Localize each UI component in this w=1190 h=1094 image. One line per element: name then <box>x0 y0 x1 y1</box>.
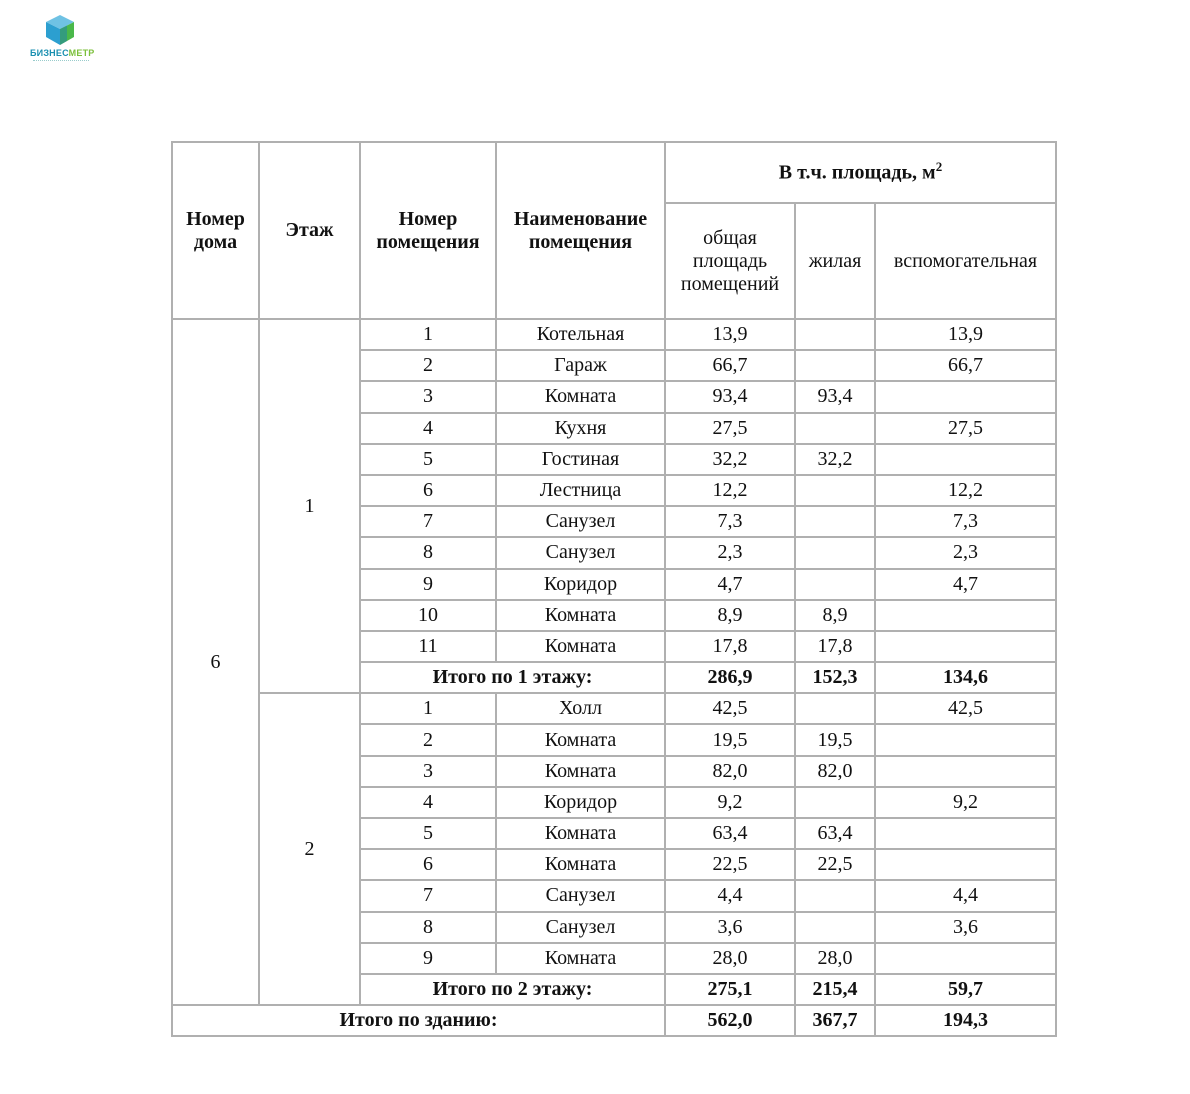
auxiliary-area-cell <box>875 381 1056 412</box>
auxiliary-area-cell <box>875 943 1056 974</box>
room-number-cell: 4 <box>360 413 496 444</box>
total-area-cell: 22,5 <box>665 849 795 880</box>
total-area-cell: 17,8 <box>665 631 795 662</box>
living-area-cell <box>795 319 875 350</box>
total-area-cell: 2,3 <box>665 537 795 568</box>
total-area-cell: 66,7 <box>665 350 795 381</box>
header-area-group: В т.ч. площадь, $м^2$ <box>665 142 1056 203</box>
living-area-cell: 28,0 <box>795 943 875 974</box>
room-name-cell: Коридор <box>496 569 665 600</box>
header-house-number: Номер дома <box>172 142 259 319</box>
header-auxiliary-area: вспомогательная <box>875 203 1056 319</box>
room-number-cell: 2 <box>360 724 496 755</box>
total-area-cell: 42,5 <box>665 693 795 724</box>
room-name-cell: Комната <box>496 818 665 849</box>
auxiliary-area-cell <box>875 849 1056 880</box>
auxiliary-area-cell: 42,5 <box>875 693 1056 724</box>
header-total-area: общая площадь помещений <box>665 203 795 319</box>
room-number-cell: 3 <box>360 756 496 787</box>
living-area-cell: 17,8 <box>795 631 875 662</box>
room-name-cell: Санузел <box>496 880 665 911</box>
room-name-cell: Гараж <box>496 350 665 381</box>
living-area-cell <box>795 787 875 818</box>
total-area-cell: 28,0 <box>665 943 795 974</box>
auxiliary-area-cell: 13,9 <box>875 319 1056 350</box>
room-number-cell: 10 <box>360 600 496 631</box>
auxiliary-area-cell: 27,5 <box>875 413 1056 444</box>
cube-icon <box>44 14 76 46</box>
room-name-cell: Комната <box>496 631 665 662</box>
auxiliary-area-cell <box>875 444 1056 475</box>
living-area-cell: 8,9 <box>795 600 875 631</box>
room-name-cell: Гостиная <box>496 444 665 475</box>
header-room-number: Номер помещения <box>360 142 496 319</box>
room-name-cell: Лестница <box>496 475 665 506</box>
room-name-cell: Коридор <box>496 787 665 818</box>
auxiliary-area-cell <box>875 724 1056 755</box>
total-area-cell: 13,9 <box>665 319 795 350</box>
room-name-cell: Комната <box>496 849 665 880</box>
logo-wordmark: БИЗНЕСМЕТР <box>30 48 95 58</box>
room-number-cell: 9 <box>360 569 496 600</box>
living-area-cell: 63,4 <box>795 818 875 849</box>
auxiliary-area-cell: 12,2 <box>875 475 1056 506</box>
grand-total-living: 367,7 <box>795 1005 875 1036</box>
auxiliary-area-cell <box>875 818 1056 849</box>
auxiliary-area-cell: 4,4 <box>875 880 1056 911</box>
total-area-cell: 93,4 <box>665 381 795 412</box>
room-number-cell: 7 <box>360 880 496 911</box>
room-name-cell: Санузел <box>496 506 665 537</box>
total-area-cell: 4,7 <box>665 569 795 600</box>
total-area-cell: 27,5 <box>665 413 795 444</box>
auxiliary-area-cell: 2,3 <box>875 537 1056 568</box>
auxiliary-area-cell: 4,7 <box>875 569 1056 600</box>
room-number-cell: 6 <box>360 475 496 506</box>
table-row <box>172 319 1056 350</box>
total-area-cell: 8,9 <box>665 600 795 631</box>
living-area-cell: 82,0 <box>795 756 875 787</box>
room-name-cell: Санузел <box>496 912 665 943</box>
room-name-cell: Комната <box>496 381 665 412</box>
total-area-cell: 9,2 <box>665 787 795 818</box>
living-area-cell: 19,5 <box>795 724 875 755</box>
living-area-cell <box>795 880 875 911</box>
grand-total-aux: 194,3 <box>875 1005 1056 1036</box>
total-area-cell: 19,5 <box>665 724 795 755</box>
room-name-cell: Комната <box>496 724 665 755</box>
living-area-cell <box>795 912 875 943</box>
total-area-cell: 63,4 <box>665 818 795 849</box>
room-number-cell: 11 <box>360 631 496 662</box>
living-area-cell <box>795 350 875 381</box>
living-area-cell <box>795 693 875 724</box>
room-number-cell: 8 <box>360 912 496 943</box>
room-area-table <box>171 141 1057 1037</box>
room-name-cell: Кухня <box>496 413 665 444</box>
floor-subtotal-total: 275,1 <box>665 974 795 1005</box>
living-area-cell <box>795 569 875 600</box>
auxiliary-area-cell: 9,2 <box>875 787 1056 818</box>
table-row <box>172 693 1056 724</box>
company-logo <box>30 14 95 66</box>
total-area-cell: 32,2 <box>665 444 795 475</box>
room-number-cell: 5 <box>360 818 496 849</box>
header-room-name: Наименование помещения <box>496 142 665 319</box>
room-name-cell: Комната <box>496 756 665 787</box>
total-area-cell: 3,6 <box>665 912 795 943</box>
floor-subtotal-label: Итого по 1 этажу: <box>360 662 665 693</box>
living-area-cell <box>795 537 875 568</box>
grand-total-total: 562,0 <box>665 1005 795 1036</box>
floor-subtotal-living: 215,4 <box>795 974 875 1005</box>
room-number-cell: 2 <box>360 350 496 381</box>
house-number-cell: 6 <box>172 319 259 1005</box>
auxiliary-area-cell <box>875 756 1056 787</box>
living-area-cell <box>795 475 875 506</box>
room-number-cell: 8 <box>360 537 496 568</box>
auxiliary-area-cell <box>875 631 1056 662</box>
auxiliary-area-cell: 66,7 <box>875 350 1056 381</box>
floor-subtotal-aux: 59,7 <box>875 974 1056 1005</box>
room-name-cell: Котельная <box>496 319 665 350</box>
total-area-cell: 82,0 <box>665 756 795 787</box>
room-number-cell: 3 <box>360 381 496 412</box>
living-area-cell <box>795 506 875 537</box>
auxiliary-area-cell: 3,6 <box>875 912 1056 943</box>
header-living-area: жилая <box>795 203 875 319</box>
floor-cell: 2 <box>259 693 360 1005</box>
room-name-cell: Комната <box>496 943 665 974</box>
floor-cell: 1 <box>259 319 360 693</box>
floor-subtotal-label: Итого по 2 этажу: <box>360 974 665 1005</box>
room-number-cell: 7 <box>360 506 496 537</box>
auxiliary-area-cell: 7,3 <box>875 506 1056 537</box>
total-area-cell: 4,4 <box>665 880 795 911</box>
room-number-cell: 1 <box>360 693 496 724</box>
total-area-cell: 7,3 <box>665 506 795 537</box>
room-number-cell: 4 <box>360 787 496 818</box>
living-area-cell: 93,4 <box>795 381 875 412</box>
living-area-cell <box>795 413 875 444</box>
total-area-cell: 12,2 <box>665 475 795 506</box>
living-area-cell: 32,2 <box>795 444 875 475</box>
logo-tagline-line <box>33 60 89 64</box>
room-name-cell: Холл <box>496 693 665 724</box>
floor-subtotal-aux: 134,6 <box>875 662 1056 693</box>
living-area-cell: 22,5 <box>795 849 875 880</box>
floor-subtotal-living: 152,3 <box>795 662 875 693</box>
room-number-cell: 6 <box>360 849 496 880</box>
floor-subtotal-total: 286,9 <box>665 662 795 693</box>
room-number-cell: 1 <box>360 319 496 350</box>
room-number-cell: 5 <box>360 444 496 475</box>
header-floor: Этаж <box>259 142 360 319</box>
grand-total-label: Итого по зданию: <box>172 1005 665 1036</box>
room-name-cell: Комната <box>496 600 665 631</box>
room-name-cell: Санузел <box>496 537 665 568</box>
room-number-cell: 9 <box>360 943 496 974</box>
grand-total-row <box>172 1005 1056 1036</box>
auxiliary-area-cell <box>875 600 1056 631</box>
